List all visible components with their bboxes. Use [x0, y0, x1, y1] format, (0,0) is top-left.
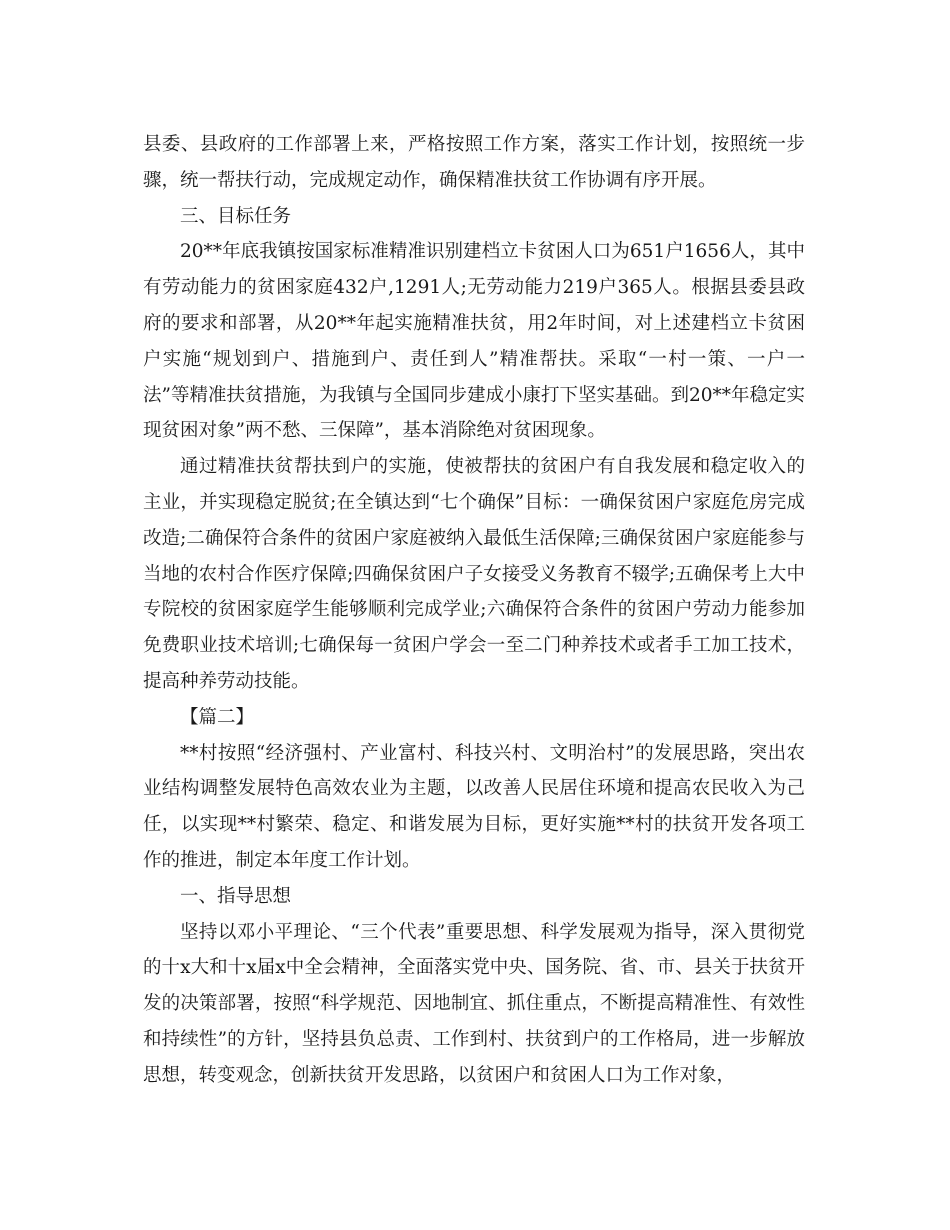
paragraph-village-plan: **村按照“经济强村、产业富村、科技兴村、文明治村”的发展思路，突出农业结构调整发展特色高效农业为主题，以改善人民居住环境和提高农民收入为己任，以实现**村繁荣、稳定、和谐发展为目标，更好实施**村的扶贫开发各项工作的推进，制定本年度工作计划。: [143, 742, 805, 871]
paragraph-continued: 县委、县政府的工作部署上来，严格按照工作方案，落实工作计划，按照统一步骤，统一帮扶行动，完成规定动作，确保精准扶贫工作协调有序开展。: [143, 134, 805, 191]
section-heading-guiding-ideology: 一、指导思想: [180, 885, 292, 907]
section-heading-part-two: 【篇二】: [180, 706, 255, 728]
paragraph-seven-guarantees: 通过精准扶贫帮扶到户的实施，使被帮扶的贫困户有自我发展和稳定收入的主业，并实现稳定脱贫;在全镇达到“七个确保”目标：一确保贫困户家庭危房完成改造;二确保符合条件的贫困户家庭被纳入最低生活保障;三确保贫困户家庭能参与当地的农村合作医疗保障;四确保贫困户子女接受义务教育不辍学;五确保考上大中专院校的贫困家庭学生能够顺利完成学业;六确保符合条件的贫困户劳动力能参加免费职业技术培训;七确保每一贫困户学会一至二门种养技术或者手工加工技术，提高种养劳动技能。: [143, 456, 805, 692]
document-body: [143, 127, 805, 1094]
section-heading-goals: 三、目标任务: [180, 205, 292, 227]
paragraph-guiding-ideology: 坚持以邓小平理论、“三个代表”重要思想、科学发展观为指导，深入贯彻党的十x大和十x届x中全会精神，全面落实党中央、国务院、省、市、县关于扶贫开发的决策部署，按照“科学规范、因地制宜、抓住重点，不断提高精准性、有效性和持续性”的方针，坚持县负总责、工作到村、扶贫到户的工作格局，进一步解放思想，转变观念，创新扶贫开发思路，以贫困户和贫困人口为工作对象，: [143, 921, 805, 1086]
paragraph-goals-overview: 20**年底我镇按国家标准精准识别建档立卡贫困人口为651户1656人，其中有劳动能力的贫困家庭432户,1291人;无劳动能力219户365人。根据县委县政府的要求和部署，从20**年起实施精准扶贫，用2年时间，对上述建档立卡贫困户实施“规划到户、措施到户、责任到人”精准帮扶。采取“一村一策、一户一法”等精准扶贫措施，为我镇与全国同步建成小康打下坚实基础。到20**年稳定实现贫困对象”两不愁、三保障”，基本消除绝对贫困现象。: [143, 241, 806, 442]
